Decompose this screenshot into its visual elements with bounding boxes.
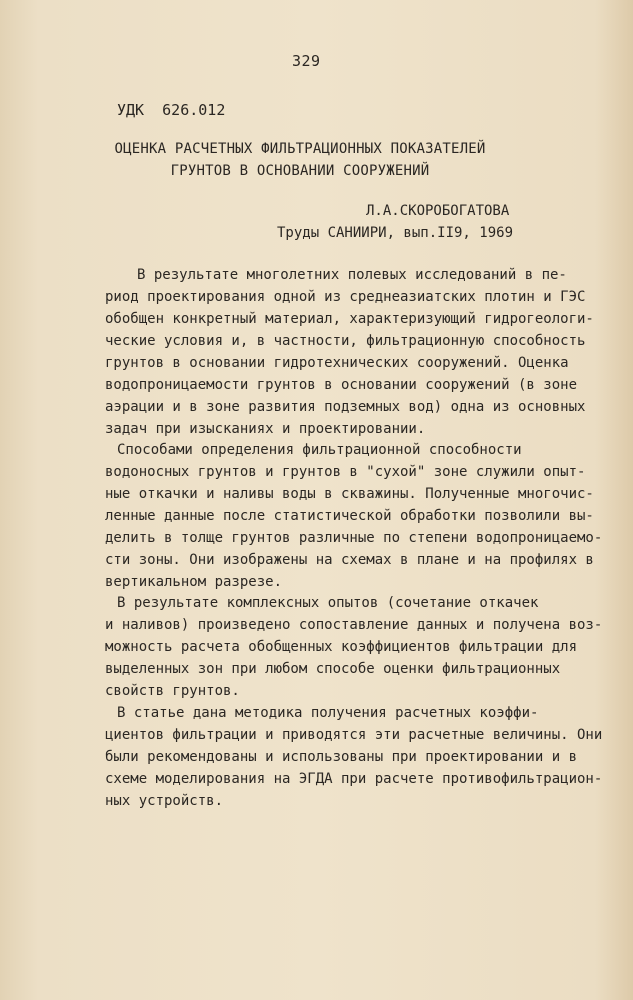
body-line: аэрации и в зоне развития подземных вод) одна из основных <box>105 399 586 415</box>
body-line: сти зоны. Они изображены на схемах в плане и на профилях в <box>105 552 594 568</box>
citation: Труды САНИИРИ, вып.II9, 1969 <box>277 225 514 241</box>
article-title <box>100 138 500 182</box>
body-line: В статье дана методика получения расчетных коэффи- <box>117 705 539 721</box>
body-line: выделенных зон при любом способе оценки фильтрационных <box>105 661 561 677</box>
body-line: можность расчета обобщенных коэффициентов фильтрации для <box>105 639 578 655</box>
body-line: ные откачки и наливы воды в скважины. Полученные многочис- <box>105 486 594 502</box>
page-number: 329 <box>292 52 321 70</box>
body-line: задач при изысканиях и проектировании. <box>105 421 426 437</box>
body-line: В результате комплексных опытов (сочетание откачек <box>117 595 539 611</box>
body-line: риод проектирования одной из среднеазиатских плотин и ГЭС <box>105 289 586 305</box>
body-line: Способами определения фильтрационной способности <box>117 442 522 458</box>
body-line: водопроницаемости грунтов в основании сооружений (в зоне <box>105 377 578 393</box>
title-line-2: ГРУНТОВ В ОСНОВАНИИ СООРУЖЕНИЙ <box>170 163 430 179</box>
body-line: делить в толще грунтов различные по степени водопроницаемо- <box>105 530 603 546</box>
body-line: ных устройств. <box>105 793 224 809</box>
udk-code: УДК 626.012 <box>117 101 226 119</box>
body-line: циентов фильтрации и приводятся эти расчетные величины. Они <box>105 727 603 743</box>
body-line: вертикальном разрезе. <box>105 574 283 590</box>
body-line: были рекомендованы и использованы при проектировании и в <box>105 749 578 765</box>
body-line: и наливов) произведено сопоставление данных и получена воз- <box>105 617 603 633</box>
body-line: водоносных грунтов и грунтов в "сухой" зоне служили опыт- <box>105 464 586 480</box>
body-line: грунтов в основании гидротехнических сооружений. Оценка <box>105 355 569 371</box>
body-line: свойств грунтов. <box>105 683 240 699</box>
body-line: схеме моделирования на ЭГДА при расчете противофильтрацион- <box>105 771 603 787</box>
body-line: обобщен конкретный материал, характеризующий гидрогеологи- <box>105 311 594 327</box>
title-line-1: ОЦЕНКА РАСЧЕТНЫХ ФИЛЬТРАЦИОННЫХ ПОКАЗАТЕЛЕЙ <box>114 141 486 157</box>
body-line: В результате многолетних полевых исследований в пе- <box>137 267 567 283</box>
body-line: ленные данные после статистической обработки позволили вы- <box>105 508 594 524</box>
author-name: Л.А.СКОРОБОГАТОВА <box>366 203 510 219</box>
body-line: ческие условия и, в частности, фильтрационную способность <box>105 333 586 349</box>
